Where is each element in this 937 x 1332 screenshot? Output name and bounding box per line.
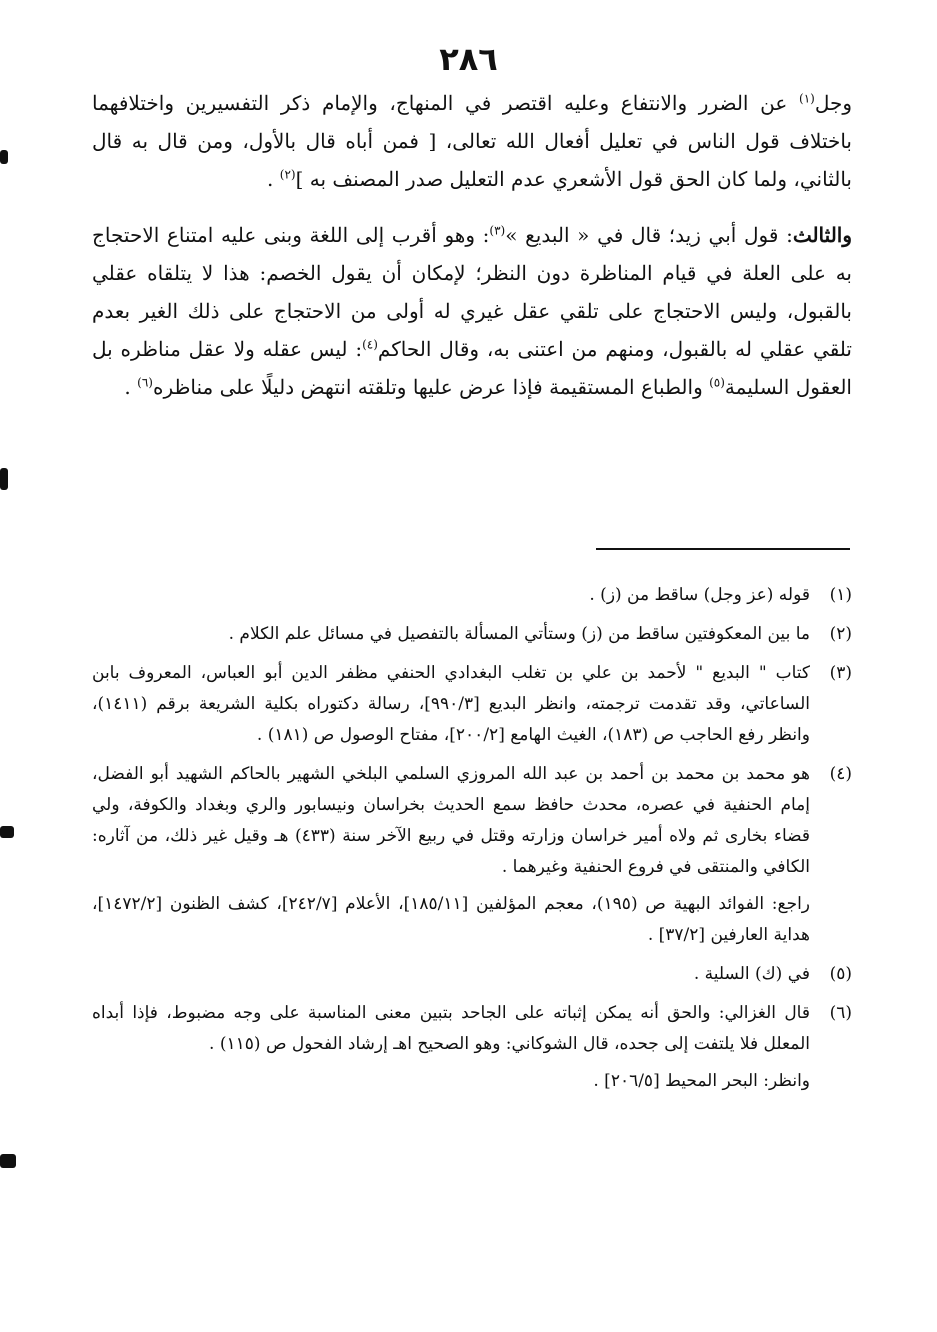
- footnote-1: [92, 580, 852, 611]
- scan-mark-3: [0, 826, 14, 838]
- main-text: [92, 84, 852, 406]
- page-number: ٢٨٦: [439, 40, 498, 78]
- footnote-number: (١): [829, 585, 852, 605]
- footnote-5: [92, 959, 852, 990]
- scan-mark-1: [0, 150, 8, 164]
- scan-mark-2: [0, 468, 8, 490]
- footnote-text: في (ك) السلية .: [693, 964, 810, 984]
- paragraph-1: وجل$^{(١)}$ عن الضرر والانتفاع وعليه اقتصر في المنهاج، والإمام ذكر التفسيرين واختلافهما باختلاف قول الناس في تعليل أفعال الله تعالى، [ فمن أباه قال بالأول، ومن قال به قال بالثاني، ولما كان الحق قول الأشعري عدم التعليل صدر المصنف به ]$^{(٢)}$ .: [92, 91, 852, 191]
- paragraph-lead: والثالث: [792, 223, 852, 247]
- paragraph-2: والثالث: قول أبي زيد؛ قال في « البديع »$^{(٣)}$: وهو أقرب إلى اللغة وبنى عليه امتناع الاحتجاج به على العلة في قيام المناظرة دون النظر؛ لإمكان أن يقول الخصم: هذا لا يتلقاه عقلي بالقبول، وليس الاحتجاج على تلقي عقل غيري له أولى من الاحتجاج على ذلك الغير بعدم تلقي عقلي له بالقبول، ومنهم من اعتنى به، وقال الحاكم$^{(٤)}$: ليس عقله ولا عقل مناظره بل العقول السليمة$^{(٥)}$ والطباع المستقيمة فإذا عرض عليها وتلقته انتهض دليلًا على مناظره$^{(٦)}$ .: [92, 223, 852, 399]
- footnote-number: (٢): [829, 624, 852, 644]
- footnote-6: [92, 998, 852, 1097]
- footnote-4: [92, 759, 852, 951]
- footnote-text: كتاب " البديع " لأحمد بن علي بن تغلب البغدادي الحنفي مظفر الدين أبو العباس، المعروف بابن الساعاتي، وقد تقدمت ترجمته، وانظر البديع [٩٩٠/٣]، رسالة دكتوراه بكلية الشريعة برقم (١٤١١)، وانظر رفع الحاجب ص (١٨٣)، الغيث الهامع [٢٠٠/٢]، مفتاح الوصول ص (١٨١) .: [92, 663, 810, 745]
- footnote-ref-2[interactable]: (٢): [279, 167, 296, 182]
- footnote-separator: [596, 548, 850, 550]
- footnotes: [92, 580, 852, 1105]
- footnote-ref-3[interactable]: (٣): [489, 223, 506, 238]
- footnote-text: قال الغزالي: والحق أنه يمكن إثباته على الجاحد بتبين معنى المناسبة على وجه مضبوط، فإذا أبداه المعلل فلا يلتفت إلى جحده، قال الشوكاني: وهو الصحيح اهـ إرشاد الفحول ص (١١٥) .: [92, 1003, 810, 1054]
- footnote-3: [92, 658, 852, 751]
- footnote-text: قوله (عز وجل) ساقط من (ز) .: [589, 585, 810, 605]
- footnote-references: وانظر: البحر المحيط [٢٠٦/٥] .: [593, 1071, 810, 1091]
- footnote-text: هو محمد بن محمد بن أحمد بن عبد الله المروزي السلمي البلخي الشهير بالحاكم الشهيد أبو الفضل، إمام الحنفية في عصره، محدث حافظ سمع الحديث بخراسان ونيسابور والري وبغداد والكوفة، ولي قضاء بخارى ثم ولاه أمير خراسان وزارته وقتل في ربيع الآخر سنة (٤٣٣) هـ وقيل غير ذلك، من آثاره: الكافي والمنتقى في فروع الحنفية وغيرهما .: [92, 764, 810, 877]
- footnote-number: (٣): [829, 663, 852, 683]
- footnote-number: (٥): [829, 964, 852, 984]
- footnote-2: [92, 619, 852, 650]
- footnote-number: (٦): [829, 1003, 852, 1023]
- footnote-text: ما بين المعكوفتين ساقط من (ز) وستأتي المسألة بالتفصيل في مسائل علم الكلام .: [228, 624, 810, 644]
- scan-mark-4: [0, 1154, 16, 1168]
- footnote-ref-4[interactable]: (٤): [362, 337, 378, 352]
- footnote-references: راجع: الفوائد البهية ص (١٩٥)، معجم المؤلفين [١٨٥/١١]، الأعلام [٢٤٢/٧]، كشف الظنون [١٤٧٢/٢]، هداية العارفين [٣٧/٢] .: [92, 894, 811, 945]
- footnote-ref-5[interactable]: (٥): [709, 375, 725, 390]
- footnote-number: (٤): [829, 764, 852, 784]
- footnote-ref-1[interactable]: (١): [799, 91, 815, 106]
- footnote-ref-6[interactable]: (٦): [137, 375, 153, 390]
